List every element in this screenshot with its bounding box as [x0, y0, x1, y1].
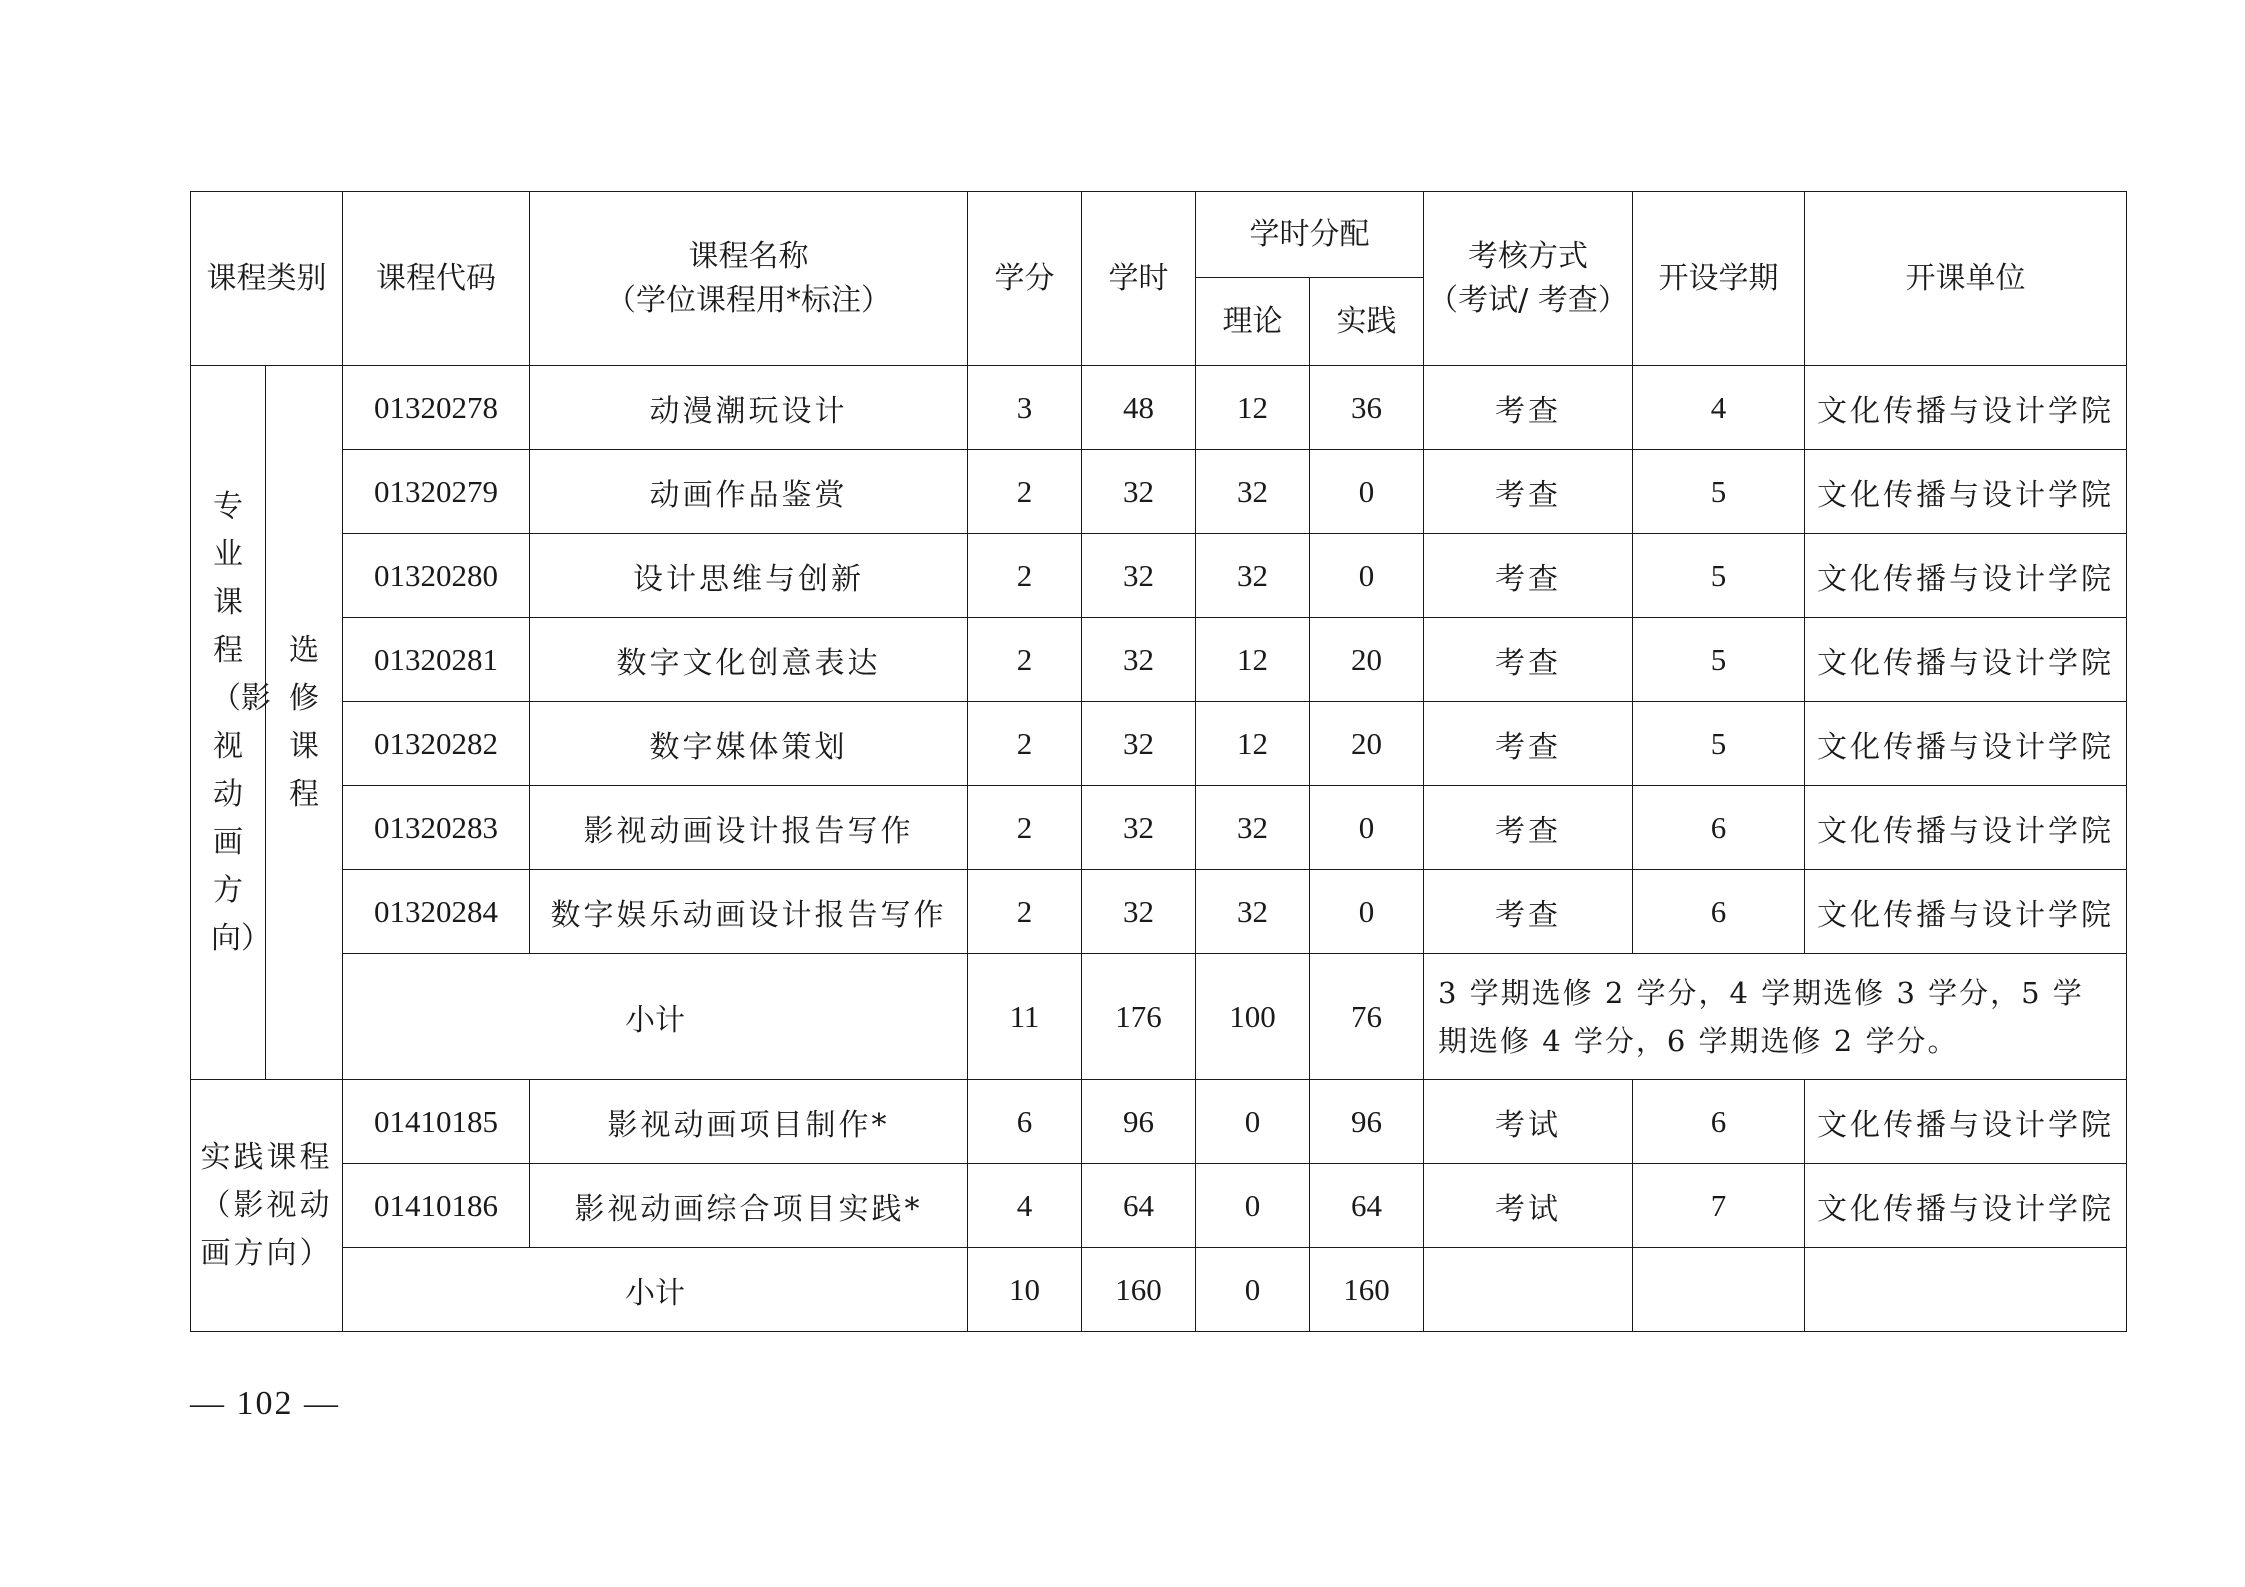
table-row	[191, 450, 2127, 534]
table-row	[191, 870, 2127, 954]
header-hours: 学时	[1082, 192, 1196, 366]
course-credits: 4	[968, 1164, 1082, 1248]
course-assessment: 考查	[1424, 534, 1633, 618]
course-semester: 6	[1633, 1080, 1805, 1164]
course-department: 文化传播与设计学院	[1805, 366, 2127, 450]
course-assessment: 考查	[1424, 618, 1633, 702]
subtotal-practice: 160	[1310, 1248, 1424, 1332]
course-hours: 64	[1082, 1164, 1196, 1248]
course-name: 数字文化创意表达	[530, 618, 968, 702]
course-department: 文化传播与设计学院	[1805, 534, 2127, 618]
course-credits: 6	[968, 1080, 1082, 1164]
course-hours: 32	[1082, 618, 1196, 702]
group1-subcategory-label: 选修课程	[289, 632, 319, 812]
course-credits: 2	[968, 702, 1082, 786]
course-theory: 12	[1196, 366, 1310, 450]
table-row	[191, 1164, 2127, 1248]
table-row	[191, 786, 2127, 870]
course-name: 影视动画项目制作*	[530, 1080, 968, 1164]
course-semester: 5	[1633, 618, 1805, 702]
header-department: 开课单位	[1805, 192, 2127, 366]
course-name: 设计思维与创新	[530, 534, 968, 618]
header-theory: 理论	[1196, 278, 1310, 366]
header-name-line1: 课程名称	[688, 238, 809, 274]
table-row	[191, 534, 2127, 618]
course-assessment: 考查	[1424, 870, 1633, 954]
course-theory: 32	[1196, 534, 1310, 618]
course-department: 文化传播与设计学院	[1805, 1164, 2127, 1248]
group2-category: 实践课程（影视动画方向）	[191, 1080, 343, 1332]
course-theory: 32	[1196, 786, 1310, 870]
header-name	[530, 192, 968, 366]
course-semester: 5	[1633, 702, 1805, 786]
course-name: 数字娱乐动画设计报告写作	[530, 870, 968, 954]
table-row	[191, 618, 2127, 702]
elective-note: 3 学期选修 2 学分，4 学期选修 3 学分，5 学期选修 4 学分，6 学期选修 2 学分。	[1424, 954, 2127, 1080]
course-code: 01320282	[343, 702, 530, 786]
course-name: 影视动画设计报告写作	[530, 786, 968, 870]
course-assessment: 考试	[1424, 1164, 1633, 1248]
course-practice: 0	[1310, 786, 1424, 870]
subtotal-row	[191, 954, 2127, 1080]
course-practice: 0	[1310, 534, 1424, 618]
course-code: 01320283	[343, 786, 530, 870]
header-hours-distribution: 学时分配	[1196, 192, 1424, 278]
course-table	[190, 191, 2127, 1332]
subtotal-credits: 10	[968, 1248, 1082, 1332]
course-department: 文化传播与设计学院	[1805, 618, 2127, 702]
course-name: 动漫潮玩设计	[530, 366, 968, 450]
course-department: 文化传播与设计学院	[1805, 450, 2127, 534]
course-code: 01320280	[343, 534, 530, 618]
table-row	[191, 366, 2127, 450]
course-theory: 0	[1196, 1164, 1310, 1248]
course-theory: 32	[1196, 870, 1310, 954]
course-name: 数字媒体策划	[530, 702, 968, 786]
course-department: 文化传播与设计学院	[1805, 1080, 2127, 1164]
course-semester: 6	[1633, 870, 1805, 954]
course-hours: 96	[1082, 1080, 1196, 1164]
course-semester: 4	[1633, 366, 1805, 450]
course-hours: 32	[1082, 702, 1196, 786]
course-theory: 12	[1196, 702, 1310, 786]
course-hours: 32	[1082, 870, 1196, 954]
course-practice: 96	[1310, 1080, 1424, 1164]
group1-category-label: 专业课程（影视动画方向）	[211, 488, 271, 956]
course-hours: 32	[1082, 786, 1196, 870]
course-hours: 48	[1082, 366, 1196, 450]
subtotal-practice: 76	[1310, 954, 1424, 1080]
table-row	[191, 1080, 2127, 1164]
course-theory: 32	[1196, 450, 1310, 534]
header-row	[191, 192, 2127, 278]
subtotal-hours: 160	[1082, 1248, 1196, 1332]
course-name: 动画作品鉴赏	[530, 450, 968, 534]
header-name-line2: （学位课程用*标注）	[606, 282, 891, 318]
course-hours: 32	[1082, 450, 1196, 534]
course-semester: 7	[1633, 1164, 1805, 1248]
course-assessment: 考查	[1424, 450, 1633, 534]
course-assessment: 考试	[1424, 1080, 1633, 1164]
header-assessment-line1: 考核方式	[1468, 238, 1588, 274]
page-number: — 102 —	[190, 1385, 340, 1422]
course-practice: 36	[1310, 366, 1424, 450]
course-name: 影视动画综合项目实践*	[530, 1164, 968, 1248]
subtotal-theory: 100	[1196, 954, 1310, 1080]
subtotal-label: 小计	[343, 1248, 968, 1332]
course-practice: 20	[1310, 618, 1424, 702]
empty-cell	[1633, 1248, 1805, 1332]
group1-subcategory	[266, 366, 343, 1080]
subtotal-label: 小计	[343, 954, 968, 1080]
course-department: 文化传播与设计学院	[1805, 786, 2127, 870]
subtotal-row	[191, 1248, 2127, 1332]
course-credits: 2	[968, 450, 1082, 534]
course-credits: 2	[968, 870, 1082, 954]
header-credits: 学分	[968, 192, 1082, 366]
course-credits: 2	[968, 618, 1082, 702]
course-code: 01320281	[343, 618, 530, 702]
header-assessment	[1424, 192, 1633, 366]
course-code: 01410186	[343, 1164, 530, 1248]
table-row	[191, 702, 2127, 786]
subtotal-credits: 11	[968, 954, 1082, 1080]
course-practice: 20	[1310, 702, 1424, 786]
header-category: 课程类别	[191, 192, 343, 366]
course-practice: 0	[1310, 450, 1424, 534]
header-semester: 开设学期	[1633, 192, 1805, 366]
course-code: 01320284	[343, 870, 530, 954]
course-semester: 5	[1633, 534, 1805, 618]
course-theory: 0	[1196, 1080, 1310, 1164]
course-code: 01320279	[343, 450, 530, 534]
course-department: 文化传播与设计学院	[1805, 870, 2127, 954]
header-code: 课程代码	[343, 192, 530, 366]
group1-category	[191, 366, 271, 1080]
subtotal-hours: 176	[1082, 954, 1196, 1080]
header-practice: 实践	[1310, 278, 1424, 366]
course-hours: 32	[1082, 534, 1196, 618]
course-theory: 12	[1196, 618, 1310, 702]
course-code: 01410185	[343, 1080, 530, 1164]
course-semester: 5	[1633, 450, 1805, 534]
course-semester: 6	[1633, 786, 1805, 870]
course-credits: 2	[968, 534, 1082, 618]
course-assessment: 考查	[1424, 366, 1633, 450]
course-code: 01320278	[343, 366, 530, 450]
header-assessment-line2: （考试/ 考查）	[1428, 282, 1628, 318]
course-practice: 64	[1310, 1164, 1424, 1248]
empty-cell	[1424, 1248, 1633, 1332]
course-assessment: 考查	[1424, 786, 1633, 870]
empty-cell	[1805, 1248, 2127, 1332]
course-practice: 0	[1310, 870, 1424, 954]
course-credits: 2	[968, 786, 1082, 870]
course-department: 文化传播与设计学院	[1805, 702, 2127, 786]
course-assessment: 考查	[1424, 702, 1633, 786]
subtotal-theory: 0	[1196, 1248, 1310, 1332]
course-credits: 3	[968, 366, 1082, 450]
